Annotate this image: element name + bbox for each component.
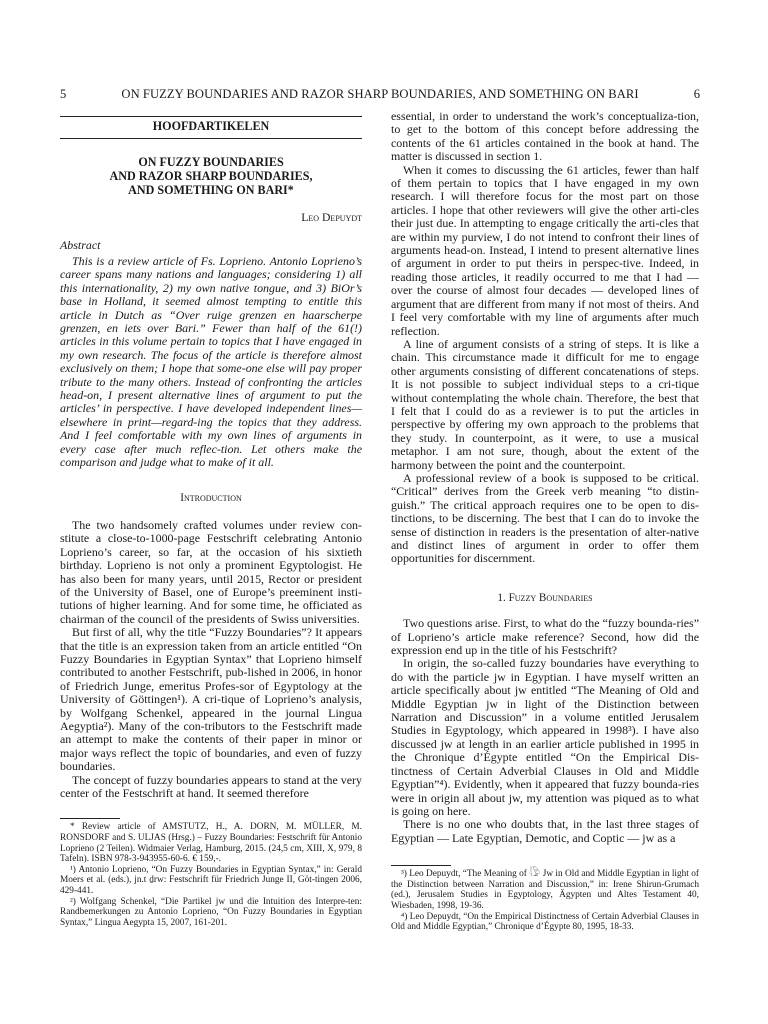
author-name: Leo Depuydt xyxy=(301,211,362,225)
footnote: * Review article of AMSTUTZ, H., A. DORN, M. MÜLLER, M. RONSDORF and S. ULJAS (Hrsg.) – Fuzzy Boundaries: Festschrift für Antonio Loprieno (2 Teilen). Widmaier Verlag, Hamburg, 2015. (24,5 cm, XIII, X, 979, 8 Tafeln). ISBN 978-3-943955-60-6. € 159,-. xyxy=(60,822,362,865)
right-column xyxy=(391,110,699,933)
body-paragraph: When it comes to discussing the 61 articles, fewer than half of them pertain to topics that I have engaged in my own research. I will therefore focus for the most part on those articles. I hope that other reviewers will give the other arti-cles their just due. In attempting to engage critically the arti-cles that are within my purview, I do not intend to confront their lines of arguments head-on. Instead, I intend to present alternative lines of argument in order to put theirs in perspec-tive. Indeed, in reading those articles, it readily occurred to me that I had — over the course of almost four decades — developed lines of argument that are different from many if not most of theirs. And I feel very comfortable with my line of arguments after much reflection. xyxy=(391,162,699,338)
footnotes-right xyxy=(391,869,699,933)
body-paragraph: Two questions arise. First, to what do the “fuzzy bounda-ries” of Loprieno’s article make reference? Second, how did the expression end up in the title of his Festschrift? xyxy=(391,616,699,658)
body-paragraph: A line of argument consists of a string of steps. It is like a chain. This circumstance made it difficult for me to engage other arguments consisting of different concatenations of steps. It is not possible to subject individual steps to a cri-tique without contemplating the whole chain. Therefore, the best that I felt that I could do as a reviewer is to put the articles in perspective by offering my own approach to the problems that they study. In counterpoint, as it were, to use a musical metaphor. I am not sure, though, about the extent of the harmony between the point and the counterpoint. xyxy=(391,336,699,472)
page-number-left: 5 xyxy=(60,87,67,101)
title-line: AND SOMETHING ON BARI* xyxy=(128,182,294,197)
body-paragraph: A professional review of a book is supposed to be critical. “Critical” derives from the Greek verb meaning “to distin-guish.” The critical approach requires one to be open to dis-tinctions, to be discerning. The best that I can do to invoke the sense of distinction in readers is the presentation of alter-native and distinct lines of argument in order to offer them opportunities for discernment. xyxy=(391,470,699,566)
title-line: AND RAZOR SHARP BOUNDARIES, xyxy=(109,169,313,183)
abstract-text: This is a review article of Fs. Loprieno. Antonio Loprieno’s career spans many nations and languages; considering 1) all this internationality, 2) my own native tongue, and 3) BiOr’s base in Holland, it seemed almost tempting to entitle this article in Dutch as “Over ruige grenzen en haarscherpe grenzen, en iets over Bari.” Fewer than half of the 61(!) articles in this volume pertain to topics that I have engaged in my own research. The focus of the article is therefore almost exclusively on them; I hope that some-one else will pay proper tribute to the many others. Instead of confronting the articles head-on, I present alternative lines of argument to put the articles’ in perspective. I have developed independent lines— elsewhere in print—regard-ing the topics that they address. And I feel comfortable with my own lines of arguments in every case after much reflec-tion. Let others make the comparison and judge what to make of it all. xyxy=(60,254,362,470)
footnote: ²) Wolfgang Schenkel, “Die Partikel jw und die Intuition des Interpre-ten: Randbemerkungen zu Antonio Loprieno, “On Fuzzy Boundaries in Egyptian Syntax,” Lingua Aegypta 15, 2007, 161-201. xyxy=(60,896,362,928)
abstract-label: Abstract xyxy=(60,237,101,252)
body-paragraph: There is no one who doubts that, in the last three stages of Egyptian — Late Egyptian, Demotic, and Coptic — jw as a xyxy=(391,817,699,845)
footnote: ¹) Antonio Loprieno, “On Fuzzy Boundaries in Egyptian Syntax,” in: Gerald Moers et al. (eds.), jn.t ḏrw: Festschrift für Friedrich Junge II, Göt-tingen 2006, 429-441. xyxy=(60,864,362,896)
footnotes-left xyxy=(60,822,362,928)
running-head xyxy=(60,86,700,102)
body-paragraph: The concept of fuzzy boundaries appears to stand at the very center of the Festschrift at hand. It seemed therefore xyxy=(60,772,362,801)
footnote-rule xyxy=(60,818,120,819)
left-column xyxy=(60,116,362,928)
introduction-heading: Introduction xyxy=(180,491,242,504)
running-title: ON FUZZY BOUNDARIES AND RAZOR SHARP BOUNDARIES, AND SOMETHING ON BARI xyxy=(121,87,639,101)
title-line: ON FUZZY BOUNDARIES xyxy=(138,155,284,170)
body-paragraph: essential, in order to understand the work’s conceptualiza-tion, to get to the bottom of this concept before addressing the contents of the 61 articles contained in the book at hand. The matter is discussed in section 1. xyxy=(391,109,699,164)
section-heading: HOOFDARTIKELEN xyxy=(152,119,270,133)
article-title xyxy=(60,156,362,197)
footnote: ⁴) Leo Depuydt, “On the Empirical Distinctness of Certain Adverbial Clauses in Old and Middle Egyptian,” Chronique d’Égypte 80, 1995, 18-33. xyxy=(391,911,699,933)
section-1-heading: 1. Fuzzy Boundaries xyxy=(497,591,593,604)
body-paragraph: The two handsomely crafted volumes under review con-stitute a close-to-1000-page Festschrift celebrating Antonio Loprieno’s career, so far, at the occasion of his sixtieth birthday. Loprieno is not only a prominent Egyptologist. He has also been for many years, until 2015, Rector or president of the University of Basel, one of Europe’s preeminent insti-tutions of higher learning. And for some time, he officiated as chairman of the council of the presidents of Swiss universities. xyxy=(60,517,362,626)
body-paragraph: In origin, the so-called fuzzy boundaries have everything to do with the particle jw in Egyptian. I have myself written an article specifically about jw entitled “The Meaning of Old and Middle Egyptian jw in light of the Distinction between Narration and Discussion” in a volume entitled Jerusalem Studies in Egyptology, which appeared in 1998³). I have also discussed jw at length in an earlier article published in 1995 in the Chronique d’Égypte entitled “On the Empirical Dis-tinctness of Certain Adverbial Clauses in Old and Middle Egyptian”⁴). Evidently, when it appeared that fuzzy bounda-ries were in origin all about jw, my attention was piqued as to what is going on here. xyxy=(391,656,699,818)
section-rule-bottom xyxy=(60,138,362,139)
footnote: ³) Leo Depuydt, “The Meaning of 𓇋𓅱 Jw in Old and Middle Egyptian in light of the Distinction between Narration and Discussion,” in: Irene Shirun-Grumach (ed.), Jerusalem Studies in Egyptology, Ägypten und Altes Testament 40, Wiesbaden, 1998, 19-36. xyxy=(391,869,699,911)
footnote-rule xyxy=(391,865,451,866)
body-paragraph: But first of all, why the title “Fuzzy Boundaries”? It appears that the title is an expression taken from an article entitled “On Fuzzy Boundaries in Egyptian Syntax” that Loprieno himself contributed to another Festschrift, pub-lished in 2006, in honor of Friedrich Junge, emeritus Profes-sor of Egyptology at the University of Göttingen¹). A cri-tique of Loprieno’s analysis, by Wolfgang Schenkel, appeared in the journal Lingua Aegyptia²). Many of the con-tributors to the Festschrift made an attempt to make the contents of their paper in minor or major ways reflect the topic of boundaries, and even of fuzzy boundaries. xyxy=(60,625,362,774)
page-number-right: 6 xyxy=(693,87,700,101)
